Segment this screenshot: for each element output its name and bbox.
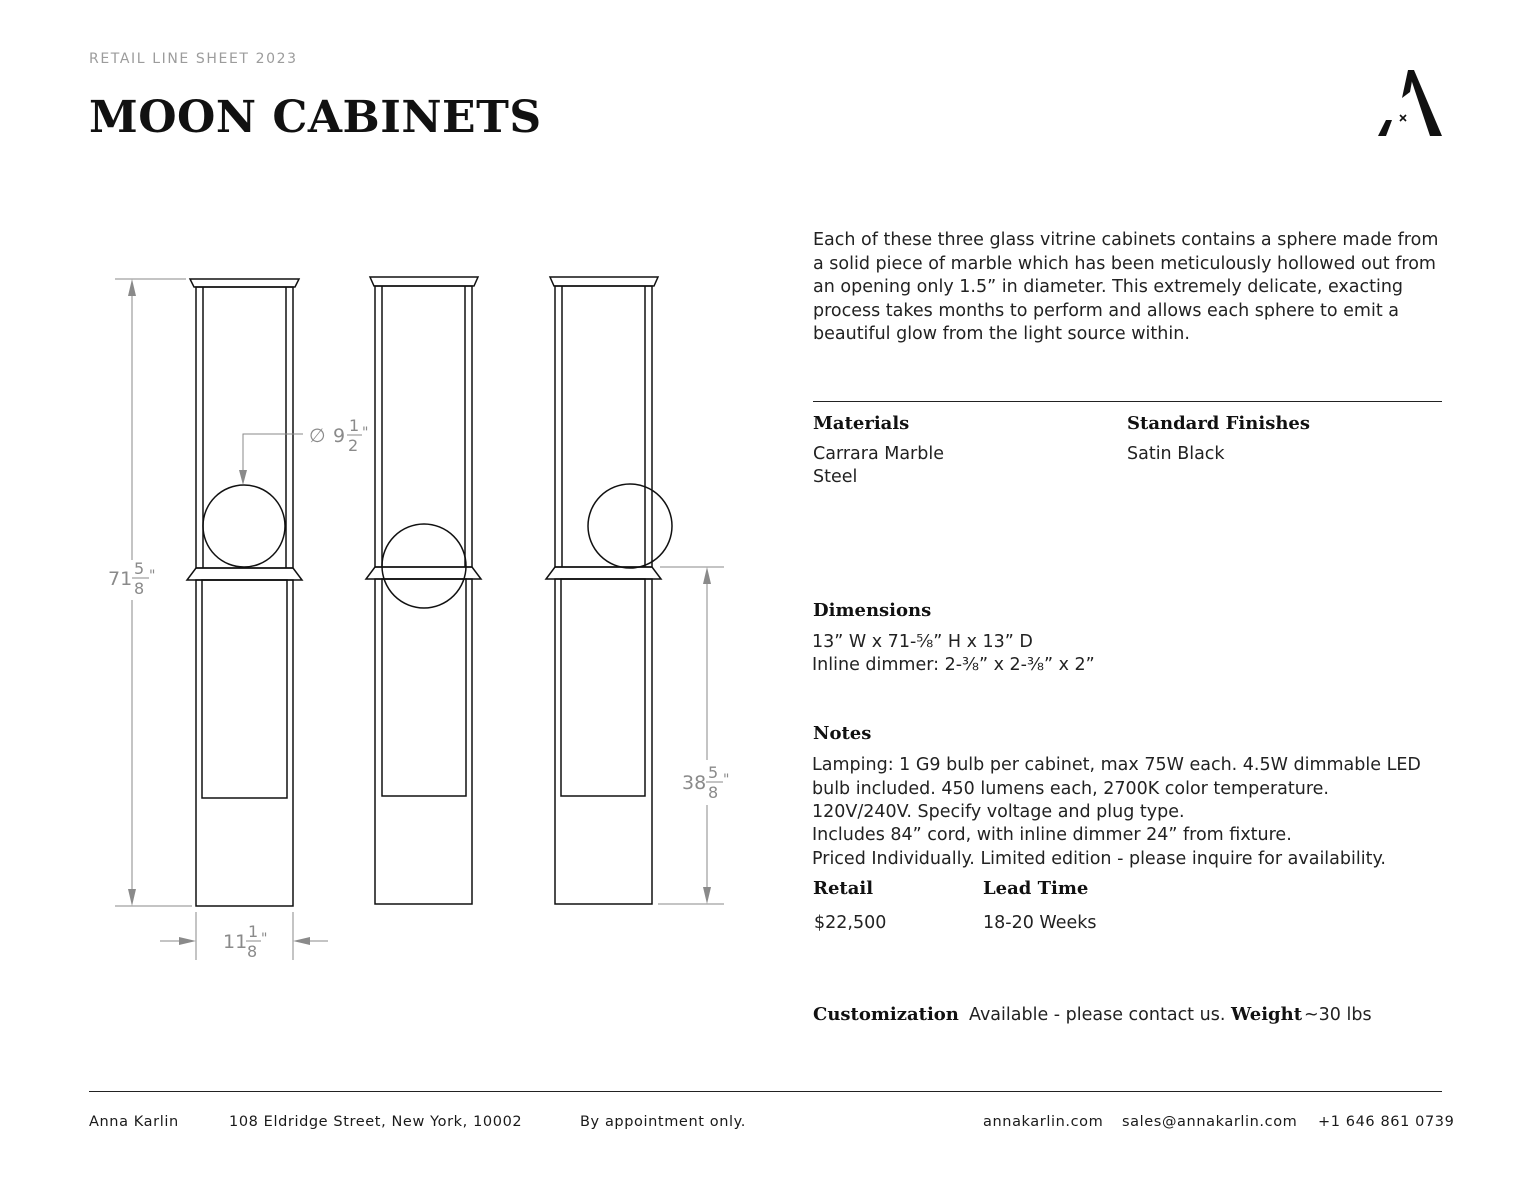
cabinet-1-drawing bbox=[187, 279, 302, 906]
weight-heading: Weight bbox=[1231, 1004, 1303, 1025]
notes-line-5: Priced Individually. Limited edition - please inquire for availability. bbox=[812, 849, 1386, 869]
finishes-item-1: Satin Black bbox=[1127, 444, 1225, 464]
weight-value: ~30 lbs bbox=[1304, 1005, 1372, 1025]
footer-divider bbox=[89, 1091, 1442, 1092]
height-dimension-num: 5 bbox=[134, 559, 145, 578]
notes-line-4: Includes 84” cord, with inline dimmer 24” from fixture. bbox=[812, 825, 1292, 845]
diameter-symbol: ∅ bbox=[309, 425, 326, 447]
lower-height-dimension-whole: 38 bbox=[682, 772, 707, 794]
diameter-dimension-whole: 9 bbox=[333, 425, 346, 447]
lead-time-heading: Lead Time bbox=[983, 878, 1089, 899]
cabinet-3-drawing bbox=[546, 277, 672, 904]
diameter-dimension-inch: " bbox=[362, 425, 369, 441]
lower-height-dimension-den: 8 bbox=[708, 783, 719, 802]
width-dimension-den: 8 bbox=[247, 942, 258, 961]
retail-price: $22,500 bbox=[814, 913, 887, 933]
footer-email-link[interactable]: sales@annakarlin.com bbox=[1122, 1114, 1298, 1130]
height-dimension-inch: " bbox=[149, 568, 156, 584]
section-divider bbox=[813, 401, 1442, 402]
materials-heading: Materials bbox=[813, 413, 910, 434]
footer-website-link[interactable]: annakarlin.com bbox=[983, 1114, 1104, 1130]
footer-address: 108 Eldridge Street, New York, 10002 bbox=[229, 1114, 523, 1130]
footer-phone-link[interactable]: +1 646 861 0739 bbox=[1318, 1114, 1455, 1130]
height-dimension-den: 8 bbox=[134, 579, 145, 598]
notes-line-1: Lamping: 1 G9 bulb per cabinet, max 75W each. 4.5W dimmable LED bbox=[812, 755, 1421, 775]
diameter-dimension-num: 1 bbox=[349, 416, 360, 435]
page-title: MOON CABINETS bbox=[89, 92, 542, 143]
anna-karlin-monogram-icon bbox=[1372, 68, 1444, 140]
product-description: Each of these three glass vitrine cabinets contains a sphere made from a solid piece of marble which has been meticulously hollowed out from an opening only 1.5” in diameter. This extremely delicate, exacting process takes months to perform and allows each sphere to emit a beautiful glow from the light source within. bbox=[813, 230, 1439, 344]
retail-heading: Retail bbox=[813, 878, 874, 899]
customization-heading: Customization bbox=[813, 1004, 959, 1025]
materials-item-2: Steel bbox=[813, 467, 858, 487]
cabinets-technical-drawing bbox=[95, 268, 745, 968]
width-dimension-inch: " bbox=[261, 931, 268, 947]
lead-time-value: 18-20 Weeks bbox=[983, 913, 1097, 933]
notes-heading: Notes bbox=[813, 723, 872, 744]
height-dimension-whole: 71 bbox=[108, 568, 133, 590]
lower-height-dimension-inch: " bbox=[723, 772, 730, 788]
dimensions-line-2: Inline dimmer: 2-⅜” x 2-⅜” x 2” bbox=[812, 655, 1095, 675]
dimensions-line-1: 13” W x 71-⅝” H x 13” D bbox=[812, 632, 1033, 652]
notes-line-2: bulb included. 450 lumens each, 2700K color temperature. bbox=[812, 779, 1329, 799]
notes-line-3: 120V/240V. Specify voltage and plug type. bbox=[812, 802, 1185, 822]
customization-value: Available - please contact us. bbox=[969, 1005, 1226, 1025]
footer-name: Anna Karlin bbox=[89, 1114, 179, 1130]
cabinet-2-drawing bbox=[366, 277, 481, 904]
width-dimension-num: 1 bbox=[248, 922, 259, 941]
materials-item-1: Carrara Marble bbox=[813, 444, 944, 464]
lower-height-dimension-num: 5 bbox=[708, 763, 719, 782]
diameter-dimension-den: 2 bbox=[348, 436, 359, 455]
footer-appointment: By appointment only. bbox=[580, 1114, 746, 1130]
dimensions-heading: Dimensions bbox=[813, 600, 932, 621]
line-sheet-kicker: RETAIL LINE SHEET 2023 bbox=[89, 51, 298, 67]
width-dimension-whole: 11 bbox=[223, 931, 248, 953]
finishes-heading: Standard Finishes bbox=[1127, 413, 1310, 434]
